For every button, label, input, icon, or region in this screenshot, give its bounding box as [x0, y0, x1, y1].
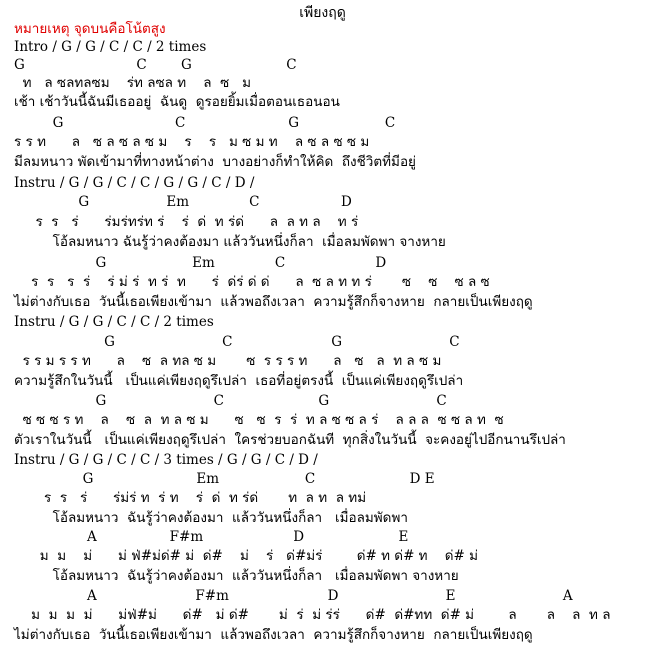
sheet-line: ม ม ม ม่ ม่ฟ่#ม่ ด่# ม่ ด่# ม่ ร่ ม่ ร่ร่ ด่# ด่#ทท ด่# ม่ ล ล ล ท ล	[14, 607, 611, 623]
sheet-line: G Em C D	[14, 255, 387, 271]
sheet-line: G Em C D E	[14, 471, 435, 487]
sheet-line: มีลมหนาว พัดเข้ามาที่ทางหน้าต่าง บางอย่างก็ทำให้คิด ถึงชีวิตที่มีอยู่	[14, 154, 416, 170]
sheet-line: A F#m D E	[14, 529, 409, 545]
sheet-line: G C G C	[14, 334, 460, 350]
sheet-line: ความรู้สึกในวันนี้ เป็นแค่เพียงฤดูรึเปล่า เธอที่อยู่ตรงนี้ เป็นแค่เพียงฤดูรึเปล่า	[14, 373, 464, 389]
sheet-line: G C G C	[14, 115, 396, 131]
sheet-line: A F#m D E A	[14, 588, 573, 604]
sheet-line: ตัวเราในวันนี้ เป็นแค่เพียงฤดูรึเปล่า ใครช่วยบอกฉันที ทุกสิ่งในวันนี้ จะคงอยู่ไปอีกนานรึเปล่า	[14, 432, 566, 448]
sheet-line: ท ล ซลทลซม ร่ท ลซล ท ล ซ ม	[14, 75, 252, 91]
sheet-line: ร ร ร่ ร่มร่ทร่ท ร่ ร่ ด่ ท ร่ด่ ล ล ท ล ท ร่	[14, 214, 359, 230]
sheet-line: ร ร ร ร่ ร่ ม่ ร่ ท ร่ ท ร่ ด่ร่ ด่ ด่ ล ซ ล ท ท ร่ ซ ซ ซ ล ซ	[14, 274, 490, 290]
sheet-line: Instru / G / G / C / C / G / G / C / D /	[14, 175, 255, 191]
sheet-line: Instru / G / G / C / C / 3 times / G / G / C / D /	[14, 452, 318, 468]
sheet-line: ซ ซ ซ ร ท ล ซ ล ท ล ซ ม ซ ซ ร ร่ ท ล ซ ซ ล ร่ ล ล ล ซ ซ ล ท ซ	[14, 412, 504, 428]
sheet-line: ร ร ร่ ร่ม่ร่ ท ร่ ท ร่ ด่ ท ร่ด่ ท ล ท ล ทม่	[14, 490, 367, 506]
note-text: หมายเหตุ จุดบนคือโน้ตสูง	[14, 21, 166, 37]
sheet-line: G C G C	[14, 393, 447, 409]
sheet-line: เช้า เช้าวันนี้ฉันมีเธออยู่ ฉันดู ดูรอยยิ้มเมื่อตอนเธอนอน	[14, 94, 340, 110]
sheet-line: ร ร ม ร ร ท ล ซ ล ทล ซ ม ซ ร ร ร ท ล ซ ล ท ล ซ ม	[14, 353, 442, 369]
song-title: เพียงฤดู	[299, 5, 346, 21]
sheet-line: ร ร ท ล ซ ล ซ ล ซ ม ร ร ม ซ ม ท ล ซ ล ซ ซ ม	[14, 134, 370, 150]
sheet-line: G Em C D	[14, 194, 352, 210]
sheet-line: โอ้ลมหนาว ฉันรู้ว่าคงต้องมา แล้ววันหนึ่งก็ลา เมื่อลมพัดพา จางหาย	[14, 234, 446, 250]
sheet-line: ไม่ต่างกับเธอ วันนี้เธอเพียงเข้ามา แล้วพอถึงเวลา ความรู้สึกก็จางหาย กลายเป็นเพียงฤดู	[14, 294, 533, 310]
sheet-line: Intro / G / G / C / C / 2 times	[14, 39, 207, 55]
sheet-line: โอ้ลมหนาว ฉันรู้ว่าคงต้องมา แล้ววันหนึ่งก็ลา เมื่อลมพัดพา	[14, 510, 408, 526]
sheet-line: G C G C	[14, 57, 297, 73]
sheet-line: ม ม ม่ ม่ ฟ่#ม่ด่# ม่ ด่# ม่ ร่ ด่#ม่ร่ ด่# ท ด่# ท ด่# ม่	[14, 548, 479, 564]
sheet-line: Instru / G / G / C / C / 2 times	[14, 314, 214, 330]
sheet-line: โอ้ลมหนาว ฉันรู้ว่าคงต้องมา แล้ววันหนึ่งก็ลา เมื่อลมพัดพา จางหาย	[14, 568, 459, 584]
sheet-line: ไม่ต่างกับเธอ วันนี้เธอเพียงเข้ามา แล้วพอถึงเวลา ความรู้สึกก็จางหาย กลายเป็นเพียงฤดู	[14, 627, 533, 643]
